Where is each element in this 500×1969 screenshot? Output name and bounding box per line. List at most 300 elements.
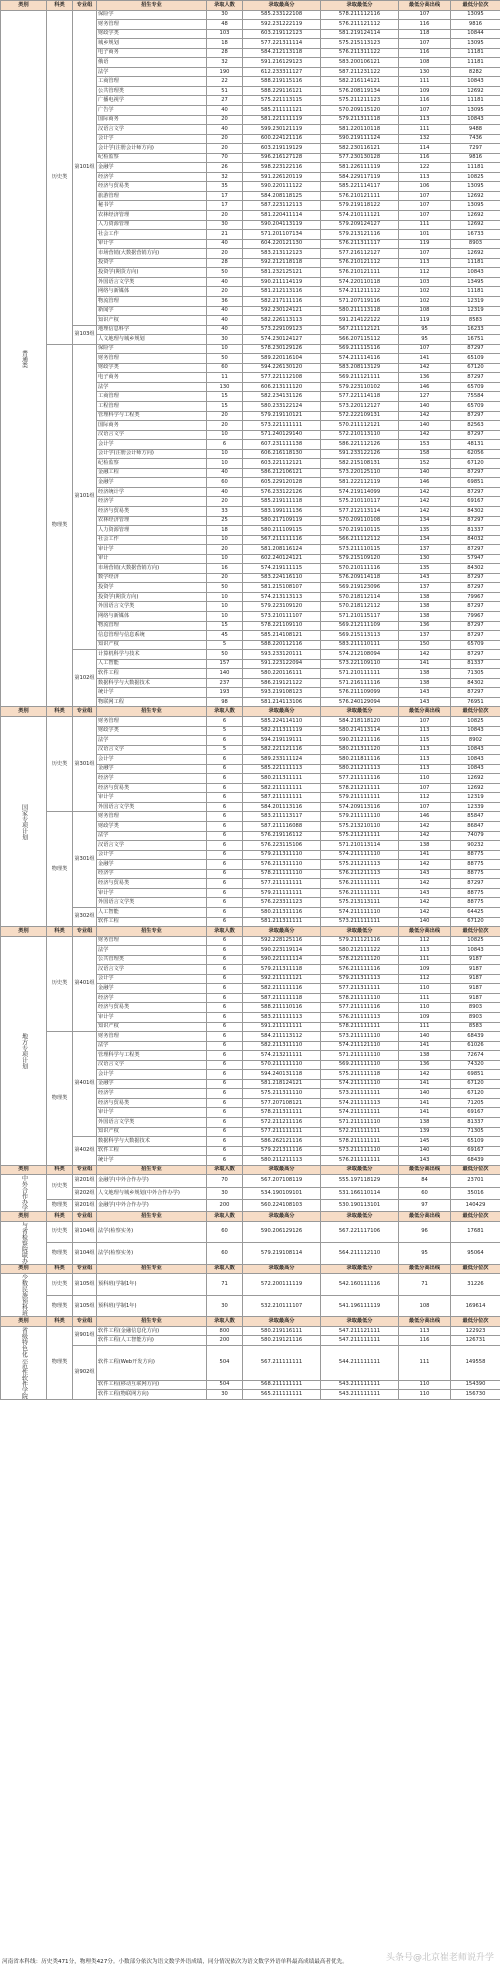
major-cell: 外国语言文学类 [97, 602, 207, 612]
header-cell: 录取人数 [207, 1, 243, 11]
min-score-cell: 574.210111121 [321, 211, 399, 221]
over-line-cell: 137 [399, 545, 451, 555]
max-score-cell: 580.233122124 [243, 401, 321, 411]
count-cell: 20 [207, 134, 243, 144]
max-score-cell: 604.220121130 [243, 239, 321, 249]
subject-cell: 物理类 [47, 1032, 73, 1166]
count-cell: 800 [207, 1326, 243, 1336]
max-score-cell: 576.233122126 [243, 487, 321, 497]
header-cell: 最低分位次 [451, 1165, 500, 1175]
rank-cell: 87297 [451, 373, 500, 383]
max-score-cell: 587.211111111 [243, 793, 321, 803]
min-score-cell: 547.211121111 [321, 1326, 399, 1336]
min-score-cell: 577.216112127 [321, 249, 399, 259]
header-cell: 录取最高分 [243, 927, 321, 937]
min-score-cell: 578.212111120 [321, 955, 399, 965]
max-score-cell: 588.229116121 [243, 86, 321, 96]
major-cell: 外国语言文学类 [97, 1117, 207, 1127]
major-cell: 金融学 [97, 860, 207, 870]
major-cell: 法学 [97, 382, 207, 392]
min-score-cell: 578.211211111 [321, 783, 399, 793]
min-score-cell: 564.211112110 [321, 1243, 399, 1265]
count-cell: 17 [207, 191, 243, 201]
major-cell: 工程管理 [97, 401, 207, 411]
over-line-cell: 140 [399, 468, 451, 478]
over-line-cell: 107 [399, 783, 451, 793]
min-score-cell: 579.215109120 [321, 554, 399, 564]
rank-cell: 12692 [451, 220, 500, 230]
min-score-cell: 573.221109110 [321, 659, 399, 669]
major-cell: 数据科学与大数据技术 [97, 1137, 207, 1147]
rank-cell: 11181 [451, 48, 500, 58]
max-score-cell: 577.211111111 [243, 879, 321, 889]
over-line-cell: 138 [399, 669, 451, 679]
over-line-cell: 112 [399, 936, 451, 946]
over-line-cell: 116 [399, 153, 451, 163]
min-score-cell: 580.211811116 [321, 755, 399, 765]
major-cell: 汉语言文学 [97, 1060, 207, 1070]
category-cell: 省级特色化示范性软件学院 [1, 1326, 47, 1399]
over-line-cell: 113 [399, 755, 451, 765]
max-score-cell: 585.224114110 [243, 717, 321, 727]
over-line-cell: 142 [399, 506, 451, 516]
over-line-cell: 142 [399, 1070, 451, 1080]
over-line-cell: 119 [399, 316, 451, 326]
major-cell: 知识产权 [97, 1022, 207, 1032]
min-score-cell: 579.213121116 [321, 230, 399, 240]
over-line-cell: 150 [399, 640, 451, 650]
max-score-cell: 592.230124121 [243, 306, 321, 316]
min-score-cell: 575.213210110 [321, 822, 399, 832]
over-line-cell: 153 [399, 440, 451, 450]
min-score-cell: 570.211112121 [321, 421, 399, 431]
major-cell: 经济学 [97, 1089, 207, 1099]
min-score-cell: 575.211211113 [321, 860, 399, 870]
min-score-cell: 577.211311111 [321, 984, 399, 994]
min-score-cell: 541.196111119 [321, 1295, 399, 1317]
min-score-cell: 571.207119116 [321, 296, 399, 306]
category-cell: 国家专项计划 [1, 717, 47, 927]
rank-cell: 71205 [451, 1098, 500, 1108]
count-cell: 10 [207, 459, 243, 469]
max-score-cell: 568.211111111 [243, 1380, 321, 1390]
max-score-cell: 582.217111116 [243, 296, 321, 306]
rank-cell: 64425 [451, 907, 500, 917]
max-score-cell: 586.219121122 [243, 678, 321, 688]
count-cell: 6 [207, 898, 243, 908]
rank-cell: 88775 [451, 898, 500, 908]
count-cell: 20 [207, 211, 243, 221]
max-score-cell: 571.240129140 [243, 430, 321, 440]
group-cell: 第101组 [73, 10, 97, 325]
rank-cell: 154390 [451, 1380, 500, 1390]
group-cell: 第401组 [73, 1032, 97, 1137]
min-score-cell: 574.220110118 [321, 277, 399, 287]
over-line-cell: 142 [399, 822, 451, 832]
over-line-cell: 140 [399, 421, 451, 431]
max-score-cell: 583.224116110 [243, 573, 321, 583]
rank-cell: 140429 [451, 1199, 500, 1211]
rank-cell: 9187 [451, 974, 500, 984]
over-line-cell: 138 [399, 602, 451, 612]
over-line-cell: 106 [399, 182, 451, 192]
rank-cell: 87297 [451, 430, 500, 440]
major-cell: 金融学 [97, 478, 207, 488]
min-score-cell: 573.211110115 [321, 545, 399, 555]
count-cell: 6 [207, 1012, 243, 1022]
group-cell: 第301组 [73, 717, 97, 812]
max-score-cell: 594.226130120 [243, 363, 321, 373]
count-cell: 15 [207, 401, 243, 411]
major-cell: 计算机科学与技术 [97, 650, 207, 660]
over-line-cell: 138 [399, 1051, 451, 1061]
over-line-cell: 141 [399, 659, 451, 669]
major-cell: 经济与贸易类 [97, 506, 207, 516]
over-line-cell: 113 [399, 115, 451, 125]
count-cell: 130 [207, 382, 243, 392]
table-row [1, 1032, 500, 1042]
count-cell: 15 [207, 392, 243, 402]
over-line-cell: 135 [399, 564, 451, 574]
count-cell: 50 [207, 268, 243, 278]
count-cell: 6 [207, 802, 243, 812]
rank-cell: 87297 [451, 545, 500, 555]
over-line-cell: 107 [399, 211, 451, 221]
major-cell: 审计学 [97, 239, 207, 249]
header-cell: 录取最高分 [243, 1317, 321, 1327]
header-cell: 录取最低分 [321, 1317, 399, 1327]
count-cell: 504 [207, 1380, 243, 1390]
min-score-cell: 576.211111111 [321, 888, 399, 898]
count-cell: 40 [207, 306, 243, 316]
major-cell: 物流管理 [97, 621, 207, 631]
min-score-cell: 576.211111111 [321, 879, 399, 889]
count-cell: 15 [207, 621, 243, 631]
over-line-cell: 142 [399, 650, 451, 660]
max-score-cell: 560.224108103 [243, 1199, 321, 1211]
header-cell: 录取最低分 [321, 1212, 399, 1222]
max-score-cell: 579.221311116 [243, 1146, 321, 1156]
header-cell: 最低分高出线 [399, 927, 451, 937]
max-score-cell: 594.240131118 [243, 1070, 321, 1080]
min-score-cell: 569.212111109 [321, 621, 399, 631]
max-score-cell: 581.221111119 [243, 115, 321, 125]
header-cell: 最低分位次 [451, 1212, 500, 1222]
major-cell: 市场营销(大数据营销方向) [97, 564, 207, 574]
count-cell: 26 [207, 163, 243, 173]
major-cell: 汉语言文学 [97, 841, 207, 851]
count-cell: 10 [207, 535, 243, 545]
table-row [1, 1346, 500, 1381]
over-line-cell: 111 [399, 220, 451, 230]
min-score-cell: 579.223110102 [321, 382, 399, 392]
min-score-cell: 547.211111111 [321, 1336, 399, 1346]
rank-cell: 86847 [451, 822, 500, 832]
major-cell: 会计学 [97, 440, 207, 450]
count-cell: 6 [207, 888, 243, 898]
count-cell: 6 [207, 440, 243, 450]
rank-cell: 87297 [451, 650, 500, 660]
over-line-cell: 137 [399, 583, 451, 593]
max-score-cell: 574.230124127 [243, 335, 321, 345]
min-score-cell: 570.219110115 [321, 526, 399, 536]
max-score-cell: 581.208116124 [243, 545, 321, 555]
count-cell: 33 [207, 506, 243, 516]
rank-cell: 12692 [451, 86, 500, 96]
max-score-cell: 576.219116112 [243, 831, 321, 841]
max-score-cell: 567.207108119 [243, 1175, 321, 1187]
rank-cell: 87297 [451, 344, 500, 354]
max-score-cell: 590.206129126 [243, 1221, 321, 1243]
over-line-cell: 107 [399, 106, 451, 116]
min-score-cell: 576.210121112 [321, 258, 399, 268]
header-cell: 录取最高分 [243, 707, 321, 717]
major-cell: 审计学 [97, 1108, 207, 1118]
over-line-cell: 113 [399, 745, 451, 755]
major-cell: 外国语言文学类 [97, 898, 207, 908]
rank-cell: 8583 [451, 316, 500, 326]
major-cell: 城乡规划 [97, 39, 207, 49]
count-cell: 6 [207, 1156, 243, 1166]
max-score-cell: 580.211311116 [243, 907, 321, 917]
over-line-cell: 142 [399, 860, 451, 870]
group-cell: 第401组 [73, 936, 97, 1031]
max-score-cell: 587.223112113 [243, 201, 321, 211]
count-cell: 6 [207, 793, 243, 803]
major-cell: 人工智能 [97, 659, 207, 669]
over-line-cell: 142 [399, 898, 451, 908]
major-cell: 财政学类 [97, 363, 207, 373]
max-score-cell: 581.211311111 [243, 917, 321, 927]
rank-cell: 10825 [451, 172, 500, 182]
over-line-cell: 130 [399, 67, 451, 77]
count-cell: 6 [207, 1070, 243, 1080]
rank-cell: 11181 [451, 258, 500, 268]
major-cell: 统计学 [97, 688, 207, 698]
major-cell: 经济学 [97, 172, 207, 182]
major-cell: 纪检监察 [97, 153, 207, 163]
max-score-cell: 567.211111116 [243, 535, 321, 545]
max-score-cell: 592.231222119 [243, 20, 321, 30]
major-cell: 电子商务 [97, 48, 207, 58]
count-cell: 6 [207, 965, 243, 975]
major-cell: 会计学(注册会计师方向) [97, 449, 207, 459]
rank-cell: 90232 [451, 841, 500, 851]
rank-cell: 13095 [451, 106, 500, 116]
max-score-cell: 590.220111122 [243, 182, 321, 192]
subject-cell: 历史类 [47, 1221, 73, 1243]
rank-cell: 9816 [451, 153, 500, 163]
count-cell: 98 [207, 697, 243, 707]
min-score-cell: 567.221117106 [321, 1221, 399, 1243]
rank-cell: 87297 [451, 487, 500, 497]
header-cell: 类别 [1, 1165, 47, 1175]
over-line-cell: 116 [399, 20, 451, 30]
over-line-cell: 141 [399, 1098, 451, 1108]
rank-cell: 88775 [451, 869, 500, 879]
rank-cell: 88775 [451, 888, 500, 898]
group-cell: 第201组 [73, 1175, 97, 1187]
max-score-cell: 602.240124121 [243, 554, 321, 564]
header-cell: 招生专业 [97, 1212, 207, 1222]
major-cell: 电子商务 [97, 373, 207, 383]
max-score-cell: 572.211211116 [243, 1117, 321, 1127]
category-cell: 少数民族预科班 [1, 1274, 47, 1317]
rank-cell: 79967 [451, 612, 500, 622]
max-score-cell: 603.221112121 [243, 459, 321, 469]
max-score-cell: 581.212113116 [243, 287, 321, 297]
major-cell: 金融学(中外合作办学) [97, 1175, 207, 1187]
over-line-cell: 142 [399, 487, 451, 497]
major-cell: 数据科学与大数据技术 [97, 678, 207, 688]
min-score-cell: 572.210113110 [321, 430, 399, 440]
rank-cell: 67120 [451, 1089, 500, 1099]
count-cell: 70 [207, 153, 243, 163]
count-cell: 10 [207, 554, 243, 564]
major-cell: 纪检监察 [97, 459, 207, 469]
group-cell: 第105组 [73, 1274, 97, 1296]
table-row [1, 650, 500, 660]
min-score-cell: 569.219123096 [321, 583, 399, 593]
min-score-cell: 570.209110108 [321, 516, 399, 526]
rank-cell: 61026 [451, 1041, 500, 1051]
over-line-cell: 84 [399, 1175, 451, 1187]
max-score-cell: 579.211311118 [243, 965, 321, 975]
rank-cell: 12692 [451, 249, 500, 259]
max-score-cell: 578.230129126 [243, 344, 321, 354]
header-cell: 最低分位次 [451, 1317, 500, 1327]
over-line-cell: 136 [399, 1060, 451, 1070]
major-cell: 财务管理 [97, 20, 207, 30]
major-cell: 法学 [97, 736, 207, 746]
max-score-cell: 576.211311110 [243, 860, 321, 870]
min-score-cell: 586.221112126 [321, 440, 399, 450]
over-line-cell: 143 [399, 888, 451, 898]
group-cell: 第103组 [73, 325, 97, 344]
over-line-cell: 141 [399, 1079, 451, 1089]
table-row [1, 325, 500, 335]
min-score-cell: 574.219114099 [321, 487, 399, 497]
major-cell: 财政学类 [97, 29, 207, 39]
rank-cell: 87297 [451, 879, 500, 889]
over-line-cell: 110 [399, 984, 451, 994]
rank-cell: 11181 [451, 96, 500, 106]
max-score-cell: 580.211211113 [243, 1156, 321, 1166]
header-cell: 专业组 [73, 1212, 97, 1222]
header-cell: 录取最高分 [243, 1165, 321, 1175]
over-line-cell: 111 [399, 1022, 451, 1032]
min-score-cell: 570.218112112 [321, 602, 399, 612]
major-cell: 工商管理 [97, 392, 207, 402]
count-cell: 20 [207, 411, 243, 421]
max-score-cell: 581.232125121 [243, 268, 321, 278]
rank-cell: 12692 [451, 191, 500, 201]
over-line-cell: 110 [399, 1390, 451, 1400]
over-line-cell: 136 [399, 621, 451, 631]
header-cell: 招生专业 [97, 1264, 207, 1274]
over-line-cell: 108 [399, 306, 451, 316]
over-line-cell: 109 [399, 965, 451, 975]
over-line-cell: 142 [399, 411, 451, 421]
over-line-cell: 111 [399, 993, 451, 1003]
rank-cell: 69167 [451, 497, 500, 507]
count-cell: 6 [207, 736, 243, 746]
count-cell: 5 [207, 726, 243, 736]
rank-cell: 9187 [451, 984, 500, 994]
count-cell: 10 [207, 592, 243, 602]
max-score-cell: 591.216129123 [243, 58, 321, 68]
min-score-cell: 579.209124127 [321, 220, 399, 230]
over-line-cell: 97 [399, 1199, 451, 1211]
max-score-cell: 577.207108121 [243, 1098, 321, 1108]
header-cell: 最低分高出线 [399, 707, 451, 717]
over-line-cell: 107 [399, 802, 451, 812]
rank-cell: 68439 [451, 1156, 500, 1166]
over-line-cell: 122 [399, 163, 451, 173]
major-cell: 软件工程(金融信息化方向) [97, 1326, 207, 1336]
header-cell: 科类 [47, 1264, 73, 1274]
rank-cell: 16233 [451, 325, 500, 335]
max-score-cell: 579.211111111 [243, 888, 321, 898]
min-score-cell: 578.211111111 [321, 1022, 399, 1032]
min-score-cell: 576.209114118 [321, 573, 399, 583]
rank-cell: 75584 [451, 392, 500, 402]
header-cell: 最低分位次 [451, 927, 500, 937]
min-score-cell: 576.211111116 [321, 965, 399, 975]
over-line-cell: 143 [399, 573, 451, 583]
major-cell: 公共管理类 [97, 955, 207, 965]
over-line-cell: 107 [399, 717, 451, 727]
over-line-cell: 141 [399, 1041, 451, 1051]
min-score-cell: 578.211111110 [321, 993, 399, 1003]
over-line-cell: 145 [399, 1137, 451, 1147]
max-score-cell: 578.211111110 [243, 869, 321, 879]
count-cell: 6 [207, 1137, 243, 1147]
major-cell: 投资学 [97, 583, 207, 593]
rank-cell: 16733 [451, 230, 500, 240]
header-cell: 类别 [1, 927, 47, 937]
group-cell: 第104组 [73, 1221, 97, 1243]
rank-cell: 71305 [451, 669, 500, 679]
major-cell: 知识产权 [97, 316, 207, 326]
count-cell: 40 [207, 468, 243, 478]
count-cell: 6 [207, 936, 243, 946]
min-score-cell: 567.211112121 [321, 325, 399, 335]
min-score-cell: 573.211111110 [321, 1032, 399, 1042]
major-cell: 会计学 [97, 755, 207, 765]
over-line-cell: 113 [399, 726, 451, 736]
header-cell: 录取最低分 [321, 1165, 399, 1175]
table-row [1, 717, 500, 727]
min-score-cell: 570.209115120 [321, 106, 399, 116]
count-cell: 48 [207, 20, 243, 30]
category-cell: 中外合作办学 [1, 1175, 47, 1212]
max-score-cell: 584.208118125 [243, 191, 321, 201]
max-score-cell: 584.212113118 [243, 48, 321, 58]
count-cell: 28 [207, 258, 243, 268]
count-cell: 6 [207, 917, 243, 927]
header-cell: 招生专业 [97, 1165, 207, 1175]
over-line-cell: 112 [399, 974, 451, 984]
major-cell: 金融学 [97, 764, 207, 774]
rank-cell: 87297 [451, 583, 500, 593]
major-cell: 经济学 [97, 869, 207, 879]
rank-cell: 62056 [451, 449, 500, 459]
max-score-cell: 573.229109123 [243, 325, 321, 335]
max-score-cell: 578.211311111 [243, 1108, 321, 1118]
rank-cell: 10825 [451, 717, 500, 727]
over-line-cell: 116 [399, 1336, 451, 1346]
